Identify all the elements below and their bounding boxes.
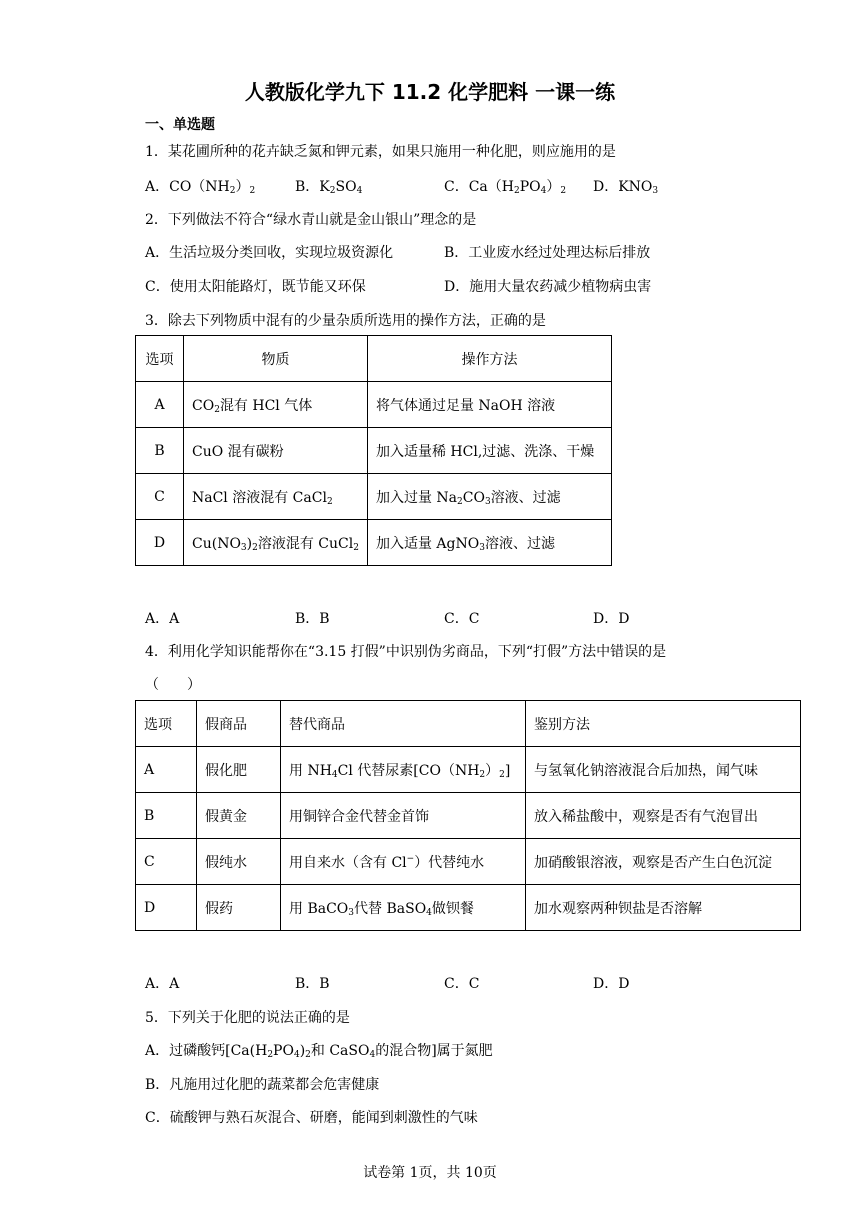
q4-table	[135, 700, 801, 931]
q3-stem: 3．除去下列物质中混有的少量杂质所选用的操作方法，正确的是	[145, 313, 546, 329]
q2-option-c[interactable]: C．使用太阳能路灯，既节能又环保	[145, 279, 366, 295]
table-cell: 加水观察两种钡盐是否溶解	[526, 885, 801, 931]
q3-option-b[interactable]: B．B	[295, 611, 330, 627]
table-cell: 用 BaCO$_3$代替 BaSO$_4$做钡餐	[281, 885, 526, 931]
q3-table	[135, 335, 612, 566]
table-row	[136, 520, 612, 566]
q2-option-a[interactable]: A．生活垃圾分类回收，实现垃圾资源化	[145, 245, 394, 261]
table-cell: 假药	[197, 885, 281, 931]
table-cell: NaCl 溶液混有 CaCl$_2$	[184, 474, 368, 520]
table-cell: 用铜锌合金代替金首饰	[281, 793, 526, 839]
q5-option-b[interactable]: B．凡施用过化肥的蔬菜都会危害健康	[145, 1077, 380, 1093]
table-cell: 与氢氧化钠溶液混合后加热，闻气味	[526, 747, 801, 793]
page-footer: 试卷第 1页，共 10页	[363, 1165, 497, 1181]
section-heading: 一、单选题	[145, 117, 215, 133]
q4-answer-paren: （ ）	[145, 677, 201, 693]
q5-option-a[interactable]: A．过磷酸钙[$Ca(H_2PO_4)_2$和 CaSO$_4$的混合物]属于氮肥	[145, 1043, 493, 1060]
table-header: 鉴别方法	[526, 701, 801, 747]
table-row	[136, 839, 801, 885]
q1-option-b[interactable]: B．$K_2SO_4$	[295, 179, 363, 196]
q1-option-a[interactable]: A．$CO(NH_2)_2$	[145, 179, 256, 196]
q4-option-b[interactable]: B．B	[295, 976, 330, 992]
q1-option-c[interactable]: C．$Ca(H_2PO_4)_2$	[444, 179, 567, 196]
table-cell: C	[136, 839, 197, 885]
table-cell: 用 $NH_4Cl$ 代替尿素$[CO(NH_2)_2]$	[281, 747, 526, 793]
table-cell: 用自来水（含有 Cl−）代替纯水	[281, 839, 526, 885]
q1-stem: 1．某花圃所种的花卉缺乏氮和钾元素，如果只施用一种化肥，则应施用的是	[145, 144, 616, 160]
table-row	[136, 428, 612, 474]
table-header: 选项	[136, 336, 184, 382]
table-header: 替代商品	[281, 701, 526, 747]
table-row	[136, 793, 801, 839]
q2-stem: 2．下列做法不符合“绿水青山就是金山银山”理念的是	[145, 212, 477, 228]
table-cell: C	[136, 474, 184, 520]
table-cell: 假化肥	[197, 747, 281, 793]
table-header-row	[136, 701, 801, 747]
q4-stem: 4．利用化学知识能帮你在“3.15 打假”中识别伪劣商品，下列“打假”方法中错误的是	[145, 644, 667, 660]
table-cell: 加入过量 $Na_2CO_3$溶液、过滤	[367, 474, 611, 520]
table-cell: $Cu(NO_3)_2$溶液混有 CuCl$_2$	[184, 520, 368, 566]
table-cell: 将气体通过足量 NaOH 溶液	[367, 382, 611, 428]
table-header: 操作方法	[367, 336, 611, 382]
q3-option-a[interactable]: A．A	[145, 611, 180, 627]
table-header: 选项	[136, 701, 197, 747]
table-header: 假商品	[197, 701, 281, 747]
table-header-row	[136, 336, 612, 382]
table-cell: A	[136, 382, 184, 428]
q2-option-b[interactable]: B．工业废水经过处理达标后排放	[444, 245, 651, 261]
table-row	[136, 474, 612, 520]
q1-option-d[interactable]: D．$KNO_3$	[593, 179, 659, 196]
table-cell: 假纯水	[197, 839, 281, 885]
table-cell: CuO 混有碳粉	[184, 428, 368, 474]
q3-option-d[interactable]: D．D	[593, 611, 630, 627]
table-cell: 加入适量 AgNO$_3$溶液、过滤	[367, 520, 611, 566]
q4-option-c[interactable]: C．C	[444, 976, 480, 992]
table-cell: $CO_2$混有 HCl 气体	[184, 382, 368, 428]
table-row	[136, 747, 801, 793]
table-cell: 假黄金	[197, 793, 281, 839]
table-cell: 放入稀盐酸中，观察是否有气泡冒出	[526, 793, 801, 839]
page-title: 人教版化学九下 11.2 化学肥料 一课一练	[244, 80, 616, 104]
table-cell: B	[136, 428, 184, 474]
table-cell: B	[136, 793, 197, 839]
table-cell: 加入适量稀 HCl,过滤、洗涤、干燥	[367, 428, 611, 474]
q3-option-c[interactable]: C．C	[444, 611, 480, 627]
q4-option-d[interactable]: D．D	[593, 976, 630, 992]
table-cell: D	[136, 885, 197, 931]
table-header: 物质	[184, 336, 368, 382]
q4-option-a[interactable]: A．A	[145, 976, 180, 992]
table-cell: D	[136, 520, 184, 566]
table-row	[136, 885, 801, 931]
table-row	[136, 382, 612, 428]
table-cell: A	[136, 747, 197, 793]
q5-stem: 5．下列关于化肥的说法正确的是	[145, 1010, 350, 1026]
table-cell: 加硝酸银溶液，观察是否产生白色沉淀	[526, 839, 801, 885]
q5-option-c[interactable]: C．硫酸钾与熟石灰混合、研磨，能闻到刺激性的气味	[145, 1110, 478, 1126]
q2-option-d[interactable]: D．施用大量农药减少植物病虫害	[444, 279, 652, 295]
